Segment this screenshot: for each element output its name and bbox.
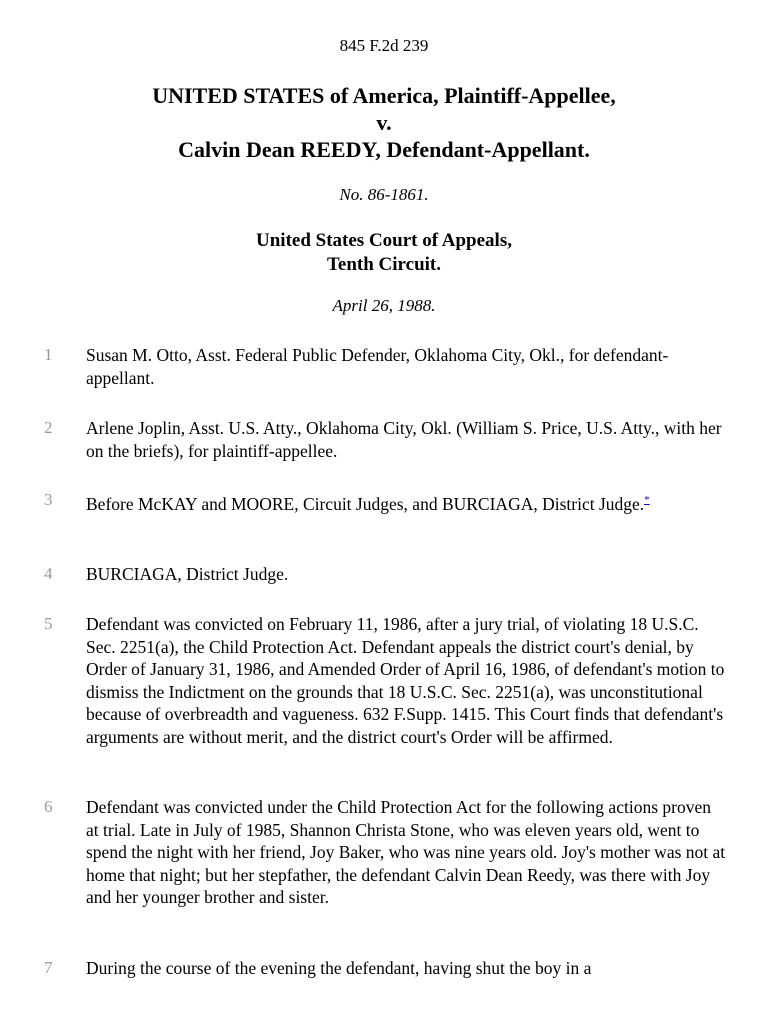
paragraph-number: 3 — [44, 490, 53, 509]
court-name — [0, 229, 768, 277]
plaintiff-line: UNITED STATES of America, Plaintiff-Appellee, — [152, 83, 616, 108]
case-citation: 845 F.2d 239 — [339, 36, 429, 55]
paragraph-text — [86, 489, 726, 515]
versus-line: v. — [376, 110, 392, 135]
paragraph-text: Defendant was convicted under the Child Protection Act for the following actions proven at trial. Late in July of 1985, Shannon Christa Stone, who was eleven years old, went to spend the night with her friend, Joy Baker, who was nine years old. Joy's mother was not at home that night; but her stepfather, the defendant Calvin Dean Reedy, was there with Joy and her younger brother and sister. — [86, 797, 726, 907]
defendant-line: Calvin Dean REEDY, Defendant-Appellant. — [178, 137, 590, 162]
court-line-1: United States Court of Appeals, — [256, 230, 512, 251]
paragraph-number: 6 — [44, 797, 53, 816]
court-line-2: Tenth Circuit. — [326, 254, 442, 275]
paragraph-text: During the course of the evening the defendant, having shut the boy in a — [86, 958, 592, 978]
decision-date: April 26, 1988. — [332, 296, 436, 315]
paragraph-3-text: Before McKAY and MOORE, Circuit Judges, and BURCIAGA, District Judge. — [86, 493, 645, 514]
paragraph-text: BURCIAGA, District Judge. — [86, 564, 289, 584]
paragraph-text: Arlene Joplin, Asst. U.S. Atty., Oklahoma City, Okl. (William S. Price, U.S. Atty., with her on the briefs), for plaintiff-appellee. — [86, 418, 722, 461]
paragraph-number: 5 — [44, 614, 53, 633]
paragraph-text: Susan M. Otto, Asst. Federal Public Defender, Oklahoma City, Okl., for defendant-appellant. — [86, 345, 669, 388]
paragraph-number: 2 — [44, 418, 53, 437]
paragraph-number: 4 — [44, 564, 53, 583]
paragraph-text: Defendant was convicted on February 11, 1986, after a jury trial, of violating 18 U.S.C. Sec. 2251(a), the Child Protection Act. Defendant appeals the district court's denial, by Order of January 31, 1986, and Amended Order of April 16, 1986, of defendant's motion to dismiss the Indictment on the grounds that 18 U.S.C. Sec. 2251(a), was unconstitutional because of overbreadth and vagueness. 632 F.Supp. 1415. This Court finds that defendant's arguments are without merit, and the district court's Order will be affirmed. — [86, 614, 725, 747]
docket-number: No. 86-1861. — [339, 185, 429, 204]
footnote-link[interactable]: * — [644, 494, 650, 506]
paragraph-number: 7 — [44, 958, 53, 977]
paragraph-number: 1 — [44, 345, 53, 364]
case-caption — [0, 82, 768, 163]
